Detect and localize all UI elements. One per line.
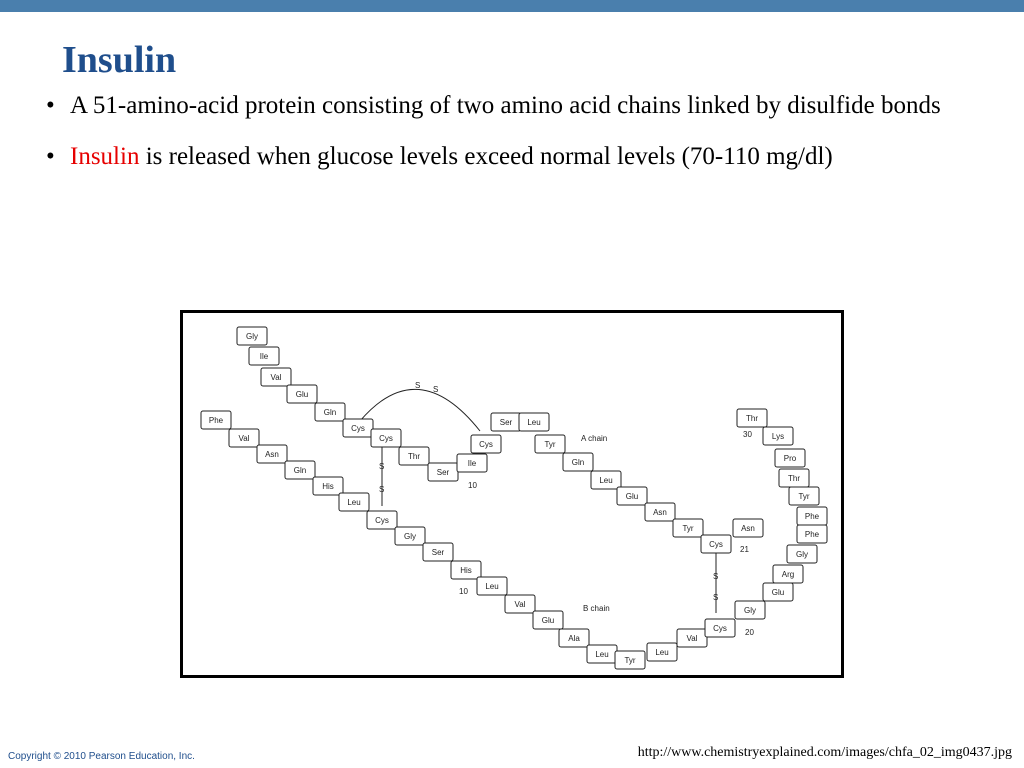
b-chain-residue [647,643,677,661]
residue-label: Asn [741,524,755,533]
residue-label: Gly [246,332,258,341]
residue-label: Phe [804,512,820,521]
a-chain-residue [471,435,501,453]
residue-label: Arg [781,570,795,579]
residue-number-label: 21 [740,545,749,554]
residue-label: Ile [259,352,269,361]
b-chain-residue [789,487,819,505]
b-chain-residue [677,629,707,647]
bullet-marker: • [46,143,55,170]
residue-label: Asn [653,508,667,517]
b-chain-residue [787,545,817,563]
residue-label: Gln [293,466,307,475]
b-chain-residue [395,527,425,545]
residue-label: Phe [208,416,224,425]
residue-label: Phe [804,530,820,539]
a-chain-residue [701,535,731,553]
b-chain-residue [533,611,563,629]
residue-label: Leu [527,418,541,427]
a-chain-residue [617,487,647,505]
residue-label: Pro [783,454,797,463]
residue-label: Cys [713,624,727,633]
residue-label: Tyr [544,440,556,449]
a-chain-residue [535,435,565,453]
a-chain-residue [428,463,458,481]
bullet-marker: • [46,92,55,119]
residue-label: His [322,482,334,491]
residue-label: Cys [479,440,493,449]
residue-label: Cys [379,434,393,443]
b-chain-label: B chain [583,604,610,613]
b-chain-residue [367,511,397,529]
a-chain-residue [457,454,487,472]
residue-label: Thr [746,414,758,423]
residue-label: Gly [404,532,416,541]
residue-label: Leu [599,476,613,485]
a-chain-residue [519,413,549,431]
b-chain-residue [257,445,287,463]
a-chain-residue [645,503,675,521]
b-chain-residue [477,577,507,595]
a-chain-label: A chain [581,434,608,443]
residue-label: Glu [771,588,785,597]
a-chain-residue [591,471,621,489]
residue-label: Leu [595,650,609,659]
b-chain-residue [505,595,535,613]
residue-number-label: 10 [459,587,468,596]
a-chain-residue [237,327,267,345]
insulin-structure-figure [180,310,844,678]
disulfide-s-label: S [379,485,385,494]
insulin-diagram [183,313,841,675]
bullet-highlight: Insulin [70,143,140,170]
residue-label: Val [238,434,250,443]
b-chain-residue [763,427,793,445]
b-chain-residue [313,477,343,495]
bullet-list [46,90,946,192]
b-chain-residue [615,651,645,669]
b-chain-residue [285,461,315,479]
disulfide-s-label: S [379,462,385,471]
a-chain-residue [343,419,373,437]
b-chain-residue [797,525,827,543]
residue-label: Thr [408,452,420,461]
residue-label: Leu [347,498,361,507]
copyright-notice: Copyright © 2010 Pearson Education, Inc. [8,751,195,762]
a-chain-residue [491,413,521,431]
a-chain-residue [315,403,345,421]
b-chain-residue [705,619,735,637]
bullet-item [46,141,946,172]
intra-chain-disulfide-arc [360,389,480,431]
disulfide-s-label: S [433,385,439,394]
top-accent-bar [0,0,1024,12]
bullet-text: A 51-amino-acid protein consisting of two amino acid chains linked by disulfide bonds [70,92,941,119]
residue-label: Ser [499,418,513,427]
residue-number-label: 10 [468,481,477,490]
disulfide-s-label: S [415,381,421,390]
residue-label: Leu [655,648,669,657]
b-chain-residue [559,629,589,647]
disulfide-s-label: S [713,572,719,581]
residue-label: Glu [541,616,555,625]
slide-title: Insulin [62,39,177,81]
residue-label: Cys [375,516,389,525]
bullet-item [46,90,946,121]
a-chain-residue [249,347,279,365]
residue-label: Val [514,600,526,609]
a-chain-residue [261,368,291,386]
residue-label: His [460,566,472,575]
a-chain-residue [371,429,401,447]
residue-label: Ser [436,468,450,477]
residue-label: Ser [431,548,445,557]
b-chain-residue [229,429,259,447]
residue-label: Gly [796,550,808,559]
image-source-url: http://www.chemistryexplained.com/images/chfa_02_img0437.jpg [637,745,1012,760]
a-chain-residue [287,385,317,403]
residue-number-label: 20 [745,628,754,637]
b-chain-residue [763,583,793,601]
residue-label: Asn [265,450,279,459]
disulfide-s-label: S [713,593,719,602]
a-chain-residue [673,519,703,537]
residue-label: Val [686,634,698,643]
b-chain-residue [339,493,369,511]
bullet-text: is released when glucose levels exceed normal levels (70-110 mg/dl) [139,143,833,170]
a-chain-residue [399,447,429,465]
b-chain-residue [735,601,765,619]
residue-label: Tyr [624,656,636,665]
b-chain-residue [451,561,481,579]
b-chain-residue [773,565,803,583]
a-chain-residue [733,519,763,537]
residue-label: Thr [788,474,800,483]
residue-label: Cys [709,540,723,549]
residue-label: Ala [568,634,580,643]
residue-label: Cys [351,424,365,433]
residue-number-label: 30 [743,430,752,439]
b-chain-residue [797,507,827,525]
residue-label: Gln [571,458,585,467]
b-chain-residue [201,411,231,429]
residue-label: Lys [771,432,785,441]
residue-label: Tyr [798,492,810,501]
residue-label: Gln [323,408,337,417]
residue-label: Gly [744,606,756,615]
a-chain-residue [563,453,593,471]
b-chain-residue [779,469,809,487]
residue-label: Val [270,373,282,382]
residue-label: Tyr [682,524,694,533]
residue-label: Leu [485,582,499,591]
residue-label: Ile [467,459,477,468]
residue-label: Glu [625,492,639,501]
residue-label: Glu [295,390,309,399]
b-chain-residue [587,645,617,663]
b-chain-residue [737,409,767,427]
b-chain-residue [775,449,805,467]
b-chain-residue [423,543,453,561]
